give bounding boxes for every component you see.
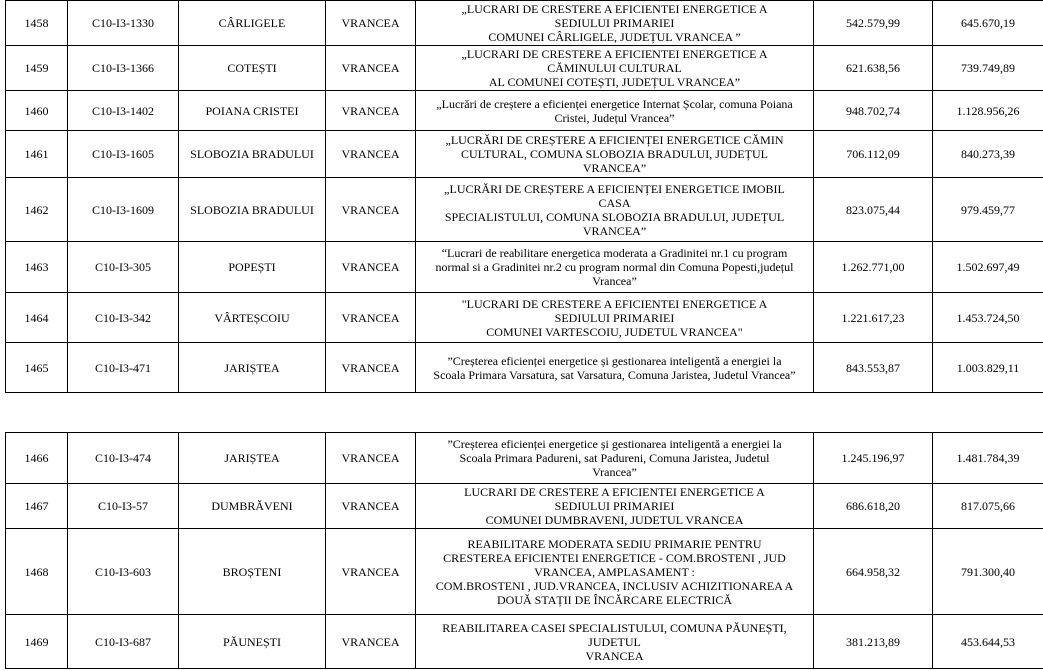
project-code: C10-I3-1366 <box>68 46 179 91</box>
table-row <box>6 91 1043 131</box>
value-without-vat: 843.553,87 <box>814 343 933 393</box>
locality: SLOBOZIA BRADULUI <box>179 131 326 178</box>
project-code: C10-I3-342 <box>68 293 179 343</box>
value-without-vat: 686.618,20 <box>814 484 933 529</box>
description-line: VRANCEA, AMPLASAMENT : <box>534 564 695 579</box>
project-description <box>416 46 814 91</box>
county: VRANCEA <box>326 615 416 669</box>
row-number: 1462 <box>6 178 68 242</box>
value-without-vat: 706.112,09 <box>814 131 933 178</box>
value-without-vat: 542.579,99 <box>814 1 933 46</box>
county: VRANCEA <box>326 46 416 91</box>
value-with-vat: 1.003.829,11 <box>933 343 1043 393</box>
county: VRANCEA <box>326 433 416 484</box>
table-row <box>6 46 1043 91</box>
description-line: REABILITAREA CASEI SPECIALISTULUI, COMUNA PĂUNEȘTI, <box>442 620 787 635</box>
description-line: ”Creșterea eficienței energetice și gestionarea inteligentă a energiei la <box>447 353 782 368</box>
project-description <box>416 131 814 178</box>
value-with-vat: 739.749,89 <box>933 46 1043 91</box>
description-line: „LUCRĂRI DE CREȘTERE A EFICIENȚEI ENERGETICE CĂMIN <box>445 133 784 147</box>
description-line: DOUĂ STAȚII DE ÎNCĂRCARE ELECTRICĂ <box>496 592 733 607</box>
description-line: REABILITARE MODERATA SEDIU PRIMARIE PENTRU <box>467 536 762 551</box>
value-without-vat: 664.958,32 <box>814 529 933 615</box>
projects-table-top <box>5 0 1043 393</box>
project-description <box>416 484 814 529</box>
county: VRANCEA <box>326 484 416 529</box>
row-number: 1467 <box>6 484 68 529</box>
project-description <box>416 293 814 343</box>
project-code: C10-I3-687 <box>68 615 179 669</box>
row-number: 1464 <box>6 293 68 343</box>
description-line: VRANCEA” <box>582 223 647 238</box>
description-line: Cristei, Județul Vrancea” <box>554 110 675 125</box>
description-line: COMUNEI VARTESCOIU, JUDETUL VRANCEA" <box>486 324 743 339</box>
value-with-vat: 1.481.784,39 <box>933 433 1043 484</box>
description-line: AL COMUNEI COTEȘTI, JUDEȚUL VRANCEA” <box>488 75 741 89</box>
table-row <box>6 433 1043 484</box>
description-line: VRANCEA” <box>582 161 647 175</box>
project-code: C10-I3-603 <box>68 529 179 615</box>
description-line: Vrancea” <box>592 465 637 479</box>
row-number: 1468 <box>6 529 68 615</box>
county: VRANCEA <box>326 1 416 46</box>
project-description <box>416 343 814 393</box>
description-line: Scoala Primara Varsatura, sat Varsatura, Comuna Jaristea, Judetul Vrancea” <box>433 367 796 382</box>
locality: BROȘTENI <box>179 529 326 615</box>
description-line: SEDIULUI PRIMARIEI <box>554 499 675 513</box>
table-row <box>6 131 1043 178</box>
project-description <box>416 433 814 484</box>
value-with-vat: 817.075,66 <box>933 484 1043 529</box>
description-line: "LUCRARI DE CRESTERE A EFICIENTEI ENERGETICE A <box>461 296 768 311</box>
description-line: „LUCRĂRI DE CREȘTERE A EFICIENȚEI ENERGETICE IMOBIL <box>444 181 785 196</box>
locality: POPEȘTI <box>179 242 326 293</box>
county: VRANCEA <box>326 293 416 343</box>
value-with-vat: 979.459,77 <box>933 178 1043 242</box>
locality: POIANA CRISTEI <box>179 91 326 131</box>
value-with-vat: 791.300,40 <box>933 529 1043 615</box>
project-code: C10-I3-471 <box>68 343 179 393</box>
locality: PĂUNEȘTI <box>179 615 326 669</box>
project-code: C10-I3-1605 <box>68 131 179 178</box>
county: VRANCEA <box>326 91 416 131</box>
project-description <box>416 178 814 242</box>
table-row <box>6 1 1043 46</box>
description-line: „Lucrări de creștere a eficienței energetice Internat Școlar, comuna Poiana <box>436 96 793 111</box>
description-line: ”Creșterea eficienței energetice și gestionarea inteligentă a energiei la <box>447 437 782 451</box>
description-line: COMUNEI DUMBRAVENI, JUDETUL VRANCEA <box>485 513 744 527</box>
value-with-vat: 840.273,39 <box>933 131 1043 178</box>
table-row <box>6 343 1043 393</box>
project-code: C10-I3-474 <box>68 433 179 484</box>
description-line: „LUCRARI DE CRESTERE A EFICIENTEI ENERGETICE A <box>461 47 768 61</box>
table-row <box>6 484 1043 529</box>
county: VRANCEA <box>326 242 416 293</box>
value-with-vat: 645.670,19 <box>933 1 1043 46</box>
locality: JARIȘTEA <box>179 433 326 484</box>
county: VRANCEA <box>326 529 416 615</box>
value-without-vat: 1.262.771,00 <box>814 242 933 293</box>
project-code: C10-I3-305 <box>68 242 179 293</box>
value-with-vat: 1.453.724,50 <box>933 293 1043 343</box>
value-without-vat: 1.221.617,23 <box>814 293 933 343</box>
description-line: COM.BROSTENI , JUD.VRANCEA, INCLUSIV ACHIZITIONAREA A <box>435 578 794 593</box>
project-description <box>416 91 814 131</box>
description-line: CĂMINULUI CULTURAL <box>547 61 682 75</box>
project-code: C10-I3-1330 <box>68 1 179 46</box>
table-row <box>6 242 1043 293</box>
value-with-vat: 1.128.956,26 <box>933 91 1043 131</box>
project-description <box>416 529 814 615</box>
description-line: CASA <box>598 195 631 210</box>
county: VRANCEA <box>326 343 416 393</box>
table-row <box>6 529 1043 615</box>
row-number: 1463 <box>6 242 68 293</box>
value-with-vat: 1.502.697,49 <box>933 242 1043 293</box>
locality: DUMBRĂVENI <box>179 484 326 529</box>
description-line: normal si a Gradinitei nr.2 cu program normal din Comuna Popesti,județul <box>435 260 794 274</box>
row-number: 1469 <box>6 615 68 669</box>
table-row <box>6 293 1043 343</box>
row-number: 1459 <box>6 46 68 91</box>
description-line: JUDETUL <box>588 634 641 649</box>
project-code: C10-I3-1402 <box>68 91 179 131</box>
description-line: „LUCRARI DE CRESTERE A EFICIENTEI ENERGETICE A <box>461 2 768 16</box>
table-row <box>6 178 1043 242</box>
description-line: SPECIALISTULUI, COMUNA SLOBOZIA BRADULUI, JUDEȚUL <box>444 209 785 224</box>
project-code: C10-I3-1609 <box>68 178 179 242</box>
description-line: CRESTEREA EFICIENTEI ENERGETICE - COM.BROSTENI , JUD <box>443 550 786 565</box>
county: VRANCEA <box>326 178 416 242</box>
locality: COTEȘTI <box>179 46 326 91</box>
row-number: 1461 <box>6 131 68 178</box>
locality: CÂRLIGELE <box>179 1 326 46</box>
description-line: COMUNEI CÂRLIGELE, JUDEȚUL VRANCEA ” <box>488 30 741 44</box>
value-without-vat: 948.702,74 <box>814 91 933 131</box>
locality: VÂRTEȘCOIU <box>179 293 326 343</box>
description-line: CULTURAL, COMUNA SLOBOZIA BRADULUI, JUDEȚUL <box>461 147 768 161</box>
description-line: LUCRARI DE CRESTERE A EFICIENTEI ENERGETICE A <box>464 485 765 499</box>
project-description <box>416 615 814 669</box>
county: VRANCEA <box>326 131 416 178</box>
project-description <box>416 242 814 293</box>
row-number: 1458 <box>6 1 68 46</box>
row-number: 1466 <box>6 433 68 484</box>
value-without-vat: 1.245.196,97 <box>814 433 933 484</box>
locality: SLOBOZIA BRADULUI <box>179 178 326 242</box>
row-number: 1465 <box>6 343 68 393</box>
description-line: Scoala Primara Padureni, sat Padureni, Comuna Jaristea, Judetul <box>459 451 770 465</box>
value-without-vat: 621.638,56 <box>814 46 933 91</box>
description-line: SEDIULUI PRIMARIEI <box>554 16 675 30</box>
locality: JARIȘTEA <box>179 343 326 393</box>
description-line: SEDIULUI PRIMARIEI <box>554 310 675 325</box>
value-without-vat: 381.213,89 <box>814 615 933 669</box>
value-without-vat: 823.075,44 <box>814 178 933 242</box>
description-line: “Lucrari de reabilitare energetica moderata a Gradinitei nr.1 cu program <box>441 246 788 260</box>
row-number: 1460 <box>6 91 68 131</box>
projects-table-bottom <box>5 432 1043 669</box>
value-with-vat: 453.644,53 <box>933 615 1043 669</box>
description-line: Vrancea” <box>592 274 637 288</box>
table-row <box>6 615 1043 669</box>
description-line: VRANCEA <box>585 648 644 663</box>
project-code: C10-I3-57 <box>68 484 179 529</box>
project-description <box>416 1 814 46</box>
